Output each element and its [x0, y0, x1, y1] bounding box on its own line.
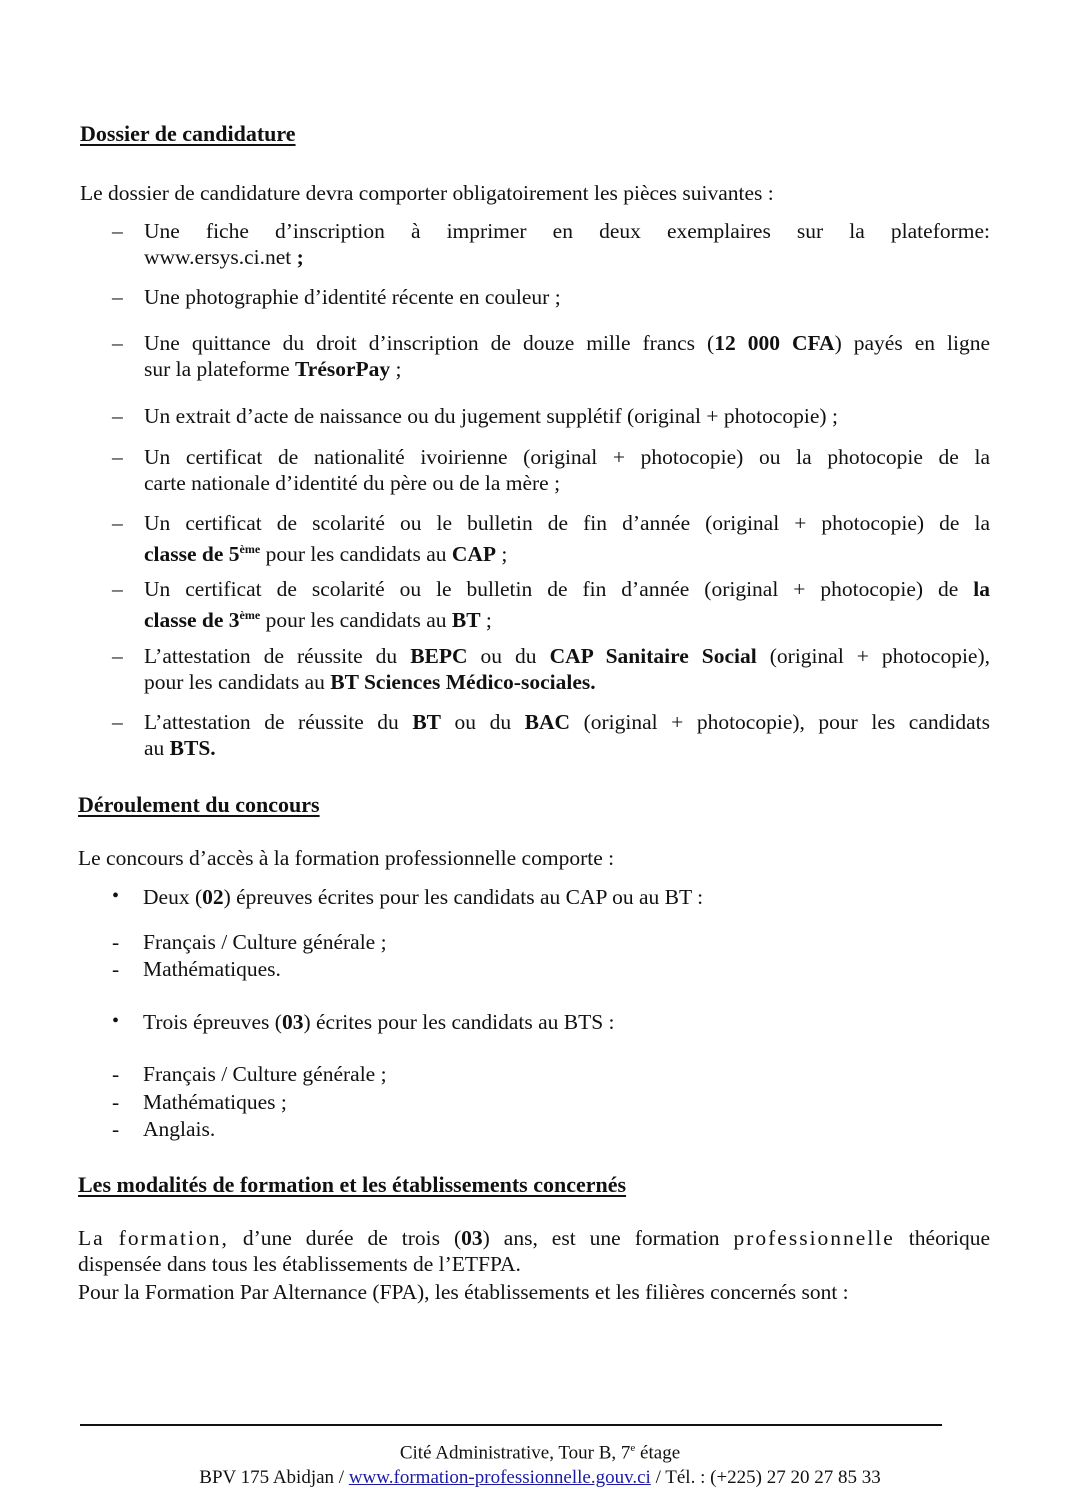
website-text: www.ersys.ci.net — [144, 245, 292, 269]
dash-marker: – — [112, 445, 123, 469]
item-text: Un certificat de nationalité ivoirienne (original + photocopie) ou la photocopie de la — [144, 445, 990, 469]
bullet-marker: • — [112, 885, 120, 907]
item-text: Un certificat de scolarité ou le bulletin de fin d’année (original + photocopie) de la — [144, 511, 990, 535]
item-text: classe de 5ème pour les candidats au CAP ; — [144, 542, 508, 567]
paragraph-line: La formation, d’une durée de trois (03) ans, est une formation professionnelle théorique — [78, 1226, 991, 1250]
bullet-marker: • — [112, 1010, 120, 1032]
section-intro: Le dossier de candidature devra comporter obligatoirement les pièces suivantes : — [80, 181, 774, 205]
footer-contact: BPV 175 Abidjan / www.formation-professionnelle.gouv.ci / Tél. : (+225) 27 20 27 85 33 — [199, 1467, 881, 1488]
paragraph — [78, 1225, 990, 1277]
item-text: au BTS. — [144, 736, 216, 760]
dash-marker: - — [112, 957, 120, 981]
item-text: L’attestation de réussite du BT ou du BAC (original + photocopie), pour les candidats — [144, 710, 991, 734]
item-text: Français / Culture générale ; — [143, 1062, 387, 1086]
item-text: Français / Culture générale ; — [143, 930, 387, 954]
item-text: pour les candidats au BT Sciences Médico-sociales. — [144, 670, 596, 694]
dash-marker: – — [112, 511, 123, 535]
dash-marker: – — [112, 219, 123, 243]
dash-marker: - — [112, 930, 120, 954]
dash-marker: – — [112, 577, 123, 601]
dash-marker: – — [112, 710, 123, 734]
item-text: Trois épreuves (03) écrites pour les candidats au BTS : — [143, 1010, 615, 1034]
dash-marker: – — [112, 331, 123, 355]
dash-marker: – — [112, 404, 123, 428]
item-text: Mathématiques. — [143, 957, 281, 981]
dash-marker: – — [112, 285, 123, 309]
item-text: Mathématiques ; — [143, 1090, 287, 1114]
item-text: Un certificat de scolarité ou le bulletin de fin d’année (original + photocopie) de la — [144, 577, 990, 601]
item-text: carte nationale d’identité du père ou de la mère ; — [144, 471, 561, 495]
item-text: L’attestation de réussite du BEPC ou du CAP Sanitaire Social (original + photocopie), — [144, 644, 990, 668]
item-text: Une fiche d’inscription à imprimer en deux exemplaires sur la plateforme: — [144, 219, 990, 243]
paragraph: Pour la Formation Par Alternance (FPA), les établissements et les filières concernés sont : — [78, 1280, 849, 1304]
footer-divider — [80, 1424, 942, 1426]
dash-marker: - — [112, 1117, 120, 1141]
item-text: Anglais. — [143, 1117, 216, 1141]
section-heading-modalites: Les modalités de formation et les établissements concernés — [78, 1172, 627, 1197]
dash-marker: - — [112, 1090, 120, 1114]
item-text: ; — [291, 245, 304, 269]
item-text: Deux (02) épreuves écrites pour les candidats au CAP ou au BT : — [143, 885, 704, 909]
item-text: Une quittance du droit d’inscription de douze mille francs (12 000 CFA) payés en ligne — [144, 331, 991, 355]
section-heading-deroulement: Déroulement du concours — [78, 792, 320, 817]
website-link[interactable]: www.formation-professionnelle.gouv.ci — [348, 1467, 651, 1488]
section-heading-dossier: Dossier de candidature — [80, 121, 296, 146]
dash-marker: - — [112, 1062, 120, 1086]
dash-marker: – — [112, 644, 123, 668]
paragraph-line: dispensée dans tous les établissements de l’ETFPA. — [78, 1252, 521, 1276]
item-text: classe de 3ème pour les candidats au BT ; — [144, 608, 492, 633]
item-text: sur la plateforme TrésorPay ; — [144, 357, 402, 381]
footer-address: Cité Administrative, Tour B, 7e étage — [399, 1442, 681, 1464]
item-text: Une photographie d’identité récente en couleur ; — [144, 285, 561, 309]
section-intro: Le concours d’accès à la formation professionnelle comporte : — [78, 846, 615, 870]
item-text: Un extrait d’acte de naissance ou du jugement supplétif (original + photocopie) ; — [144, 404, 838, 428]
